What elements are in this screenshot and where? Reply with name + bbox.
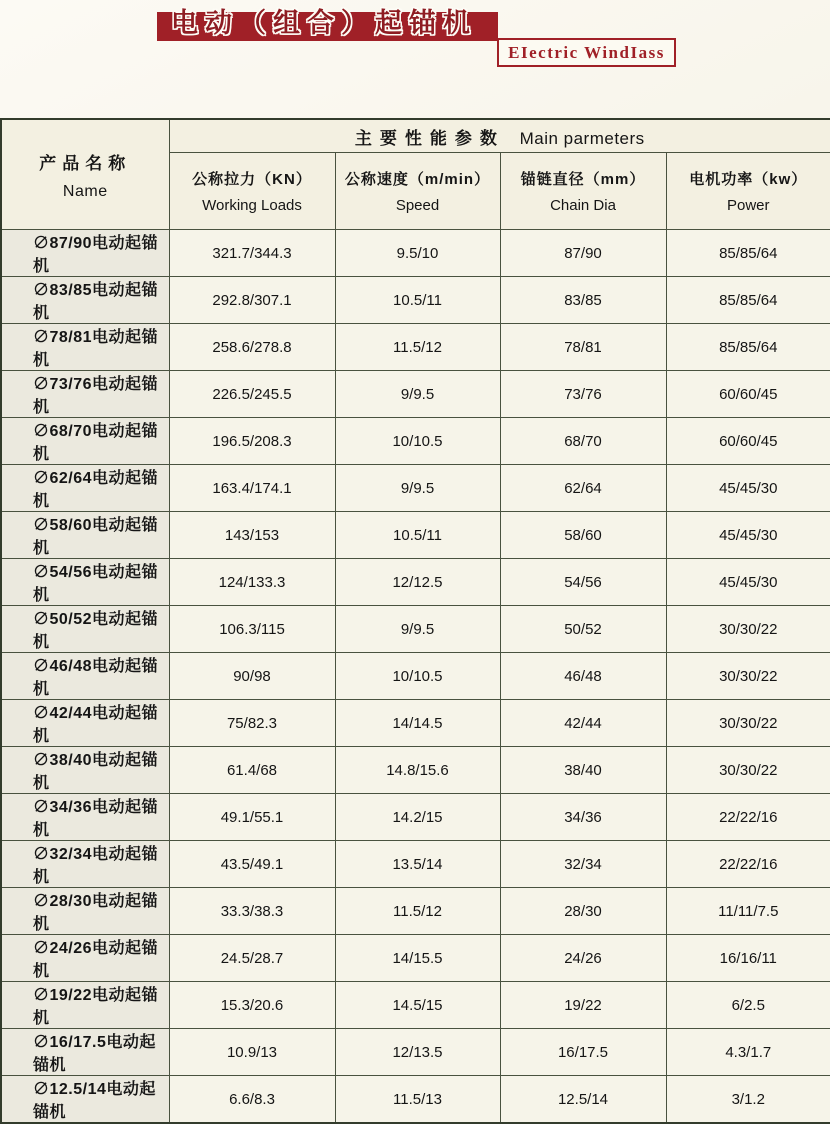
table-row <box>1 324 830 371</box>
speed-cell: 12/13.5 <box>335 1029 500 1076</box>
product-name-cell: ∅50/52电动起锚机 <box>1 606 169 653</box>
chain-dia-cell: 12.5/14 <box>500 1076 666 1124</box>
page-title: 电动（组合）起锚机 <box>171 1 477 40</box>
product-name-cell: ∅54/56电动起锚机 <box>1 559 169 606</box>
speed-cell: 11.5/12 <box>335 324 500 371</box>
chain-dia-cell: 28/30 <box>500 888 666 935</box>
working-loads-cell: 61.4/68 <box>169 747 335 794</box>
chain-dia-cell: 78/81 <box>500 324 666 371</box>
chain-dia-cell: 58/60 <box>500 512 666 559</box>
chain-dia-cell: 87/90 <box>500 230 666 277</box>
column-header-power <box>666 153 830 230</box>
product-name-cell: ∅42/44电动起锚机 <box>1 700 169 747</box>
working-loads-cell: 196.5/208.3 <box>169 418 335 465</box>
column-header-working-loads <box>169 153 335 230</box>
table-row <box>1 700 830 747</box>
product-name-cell: ∅73/76电动起锚机 <box>1 371 169 418</box>
power-header-cn: 电机功率（kw） <box>667 168 830 189</box>
chain-dia-cell: 19/22 <box>500 982 666 1029</box>
speed-cell: 14.2/15 <box>335 794 500 841</box>
table-row <box>1 841 830 888</box>
working-loads-header-en: Working Loads <box>170 197 335 214</box>
product-name-cell: ∅78/81电动起锚机 <box>1 324 169 371</box>
speed-header-cn: 公称速度（m/min） <box>336 168 500 189</box>
speed-cell: 11.5/12 <box>335 888 500 935</box>
table-row <box>1 935 830 982</box>
product-name-header-cn: 产品名称 <box>2 149 169 174</box>
table-row <box>1 277 830 324</box>
power-cell: 45/45/30 <box>666 559 830 606</box>
product-name-cell: ∅19/22电动起锚机 <box>1 982 169 1029</box>
working-loads-cell: 24.5/28.7 <box>169 935 335 982</box>
speed-cell: 9/9.5 <box>335 371 500 418</box>
power-cell: 22/22/16 <box>666 841 830 888</box>
subtitle-text: EIectric WindIass <box>508 43 665 63</box>
speed-header-en: Speed <box>336 197 500 214</box>
chain-dia-cell: 38/40 <box>500 747 666 794</box>
product-name-cell: ∅16/17.5电动起锚机 <box>1 1029 169 1076</box>
chain-dia-cell: 16/17.5 <box>500 1029 666 1076</box>
table-row <box>1 465 830 512</box>
main-parameters-header-cn: 主要性能参数 <box>355 129 505 148</box>
spec-table <box>0 118 830 1124</box>
speed-cell: 10/10.5 <box>335 418 500 465</box>
power-cell: 85/85/64 <box>666 230 830 277</box>
power-cell: 22/22/16 <box>666 794 830 841</box>
product-name-cell: ∅87/90电动起锚机 <box>1 230 169 277</box>
product-name-cell: ∅62/64电动起锚机 <box>1 465 169 512</box>
power-cell: 11/11/7.5 <box>666 888 830 935</box>
working-loads-cell: 143/153 <box>169 512 335 559</box>
table-row <box>1 606 830 653</box>
product-name-cell: ∅68/70电动起锚机 <box>1 418 169 465</box>
product-name-cell: ∅58/60电动起锚机 <box>1 512 169 559</box>
power-cell: 30/30/22 <box>666 700 830 747</box>
table-row <box>1 982 830 1029</box>
chain-dia-cell: 68/70 <box>500 418 666 465</box>
table-body <box>1 230 830 1124</box>
chain-dia-header-cn: 锚链直径（mm） <box>501 168 666 189</box>
working-loads-cell: 33.3/38.3 <box>169 888 335 935</box>
main-parameters-header-en: Main parmeters <box>520 129 645 148</box>
working-loads-cell: 226.5/245.5 <box>169 371 335 418</box>
power-cell: 60/60/45 <box>666 418 830 465</box>
product-name-cell: ∅83/85电动起锚机 <box>1 277 169 324</box>
chain-dia-cell: 62/64 <box>500 465 666 512</box>
working-loads-cell: 124/133.3 <box>169 559 335 606</box>
speed-cell: 11.5/13 <box>335 1076 500 1124</box>
working-loads-cell: 292.8/307.1 <box>169 277 335 324</box>
table-row <box>1 230 830 277</box>
speed-cell: 14/15.5 <box>335 935 500 982</box>
chain-dia-cell: 73/76 <box>500 371 666 418</box>
power-cell: 30/30/22 <box>666 606 830 653</box>
product-name-cell: ∅46/48电动起锚机 <box>1 653 169 700</box>
chain-dia-cell: 83/85 <box>500 277 666 324</box>
speed-cell: 10.5/11 <box>335 277 500 324</box>
power-cell: 16/16/11 <box>666 935 830 982</box>
subtitle-box <box>497 38 676 67</box>
speed-cell: 9/9.5 <box>335 465 500 512</box>
power-cell: 85/85/64 <box>666 277 830 324</box>
table-row <box>1 1076 830 1124</box>
chain-dia-cell: 46/48 <box>500 653 666 700</box>
product-name-cell: ∅12.5/14电动起锚机 <box>1 1076 169 1124</box>
chain-dia-cell: 32/34 <box>500 841 666 888</box>
main-parameters-header <box>169 119 830 153</box>
product-name-cell: ∅28/30电动起锚机 <box>1 888 169 935</box>
column-header-speed <box>335 153 500 230</box>
speed-cell: 10.5/11 <box>335 512 500 559</box>
table-row <box>1 559 830 606</box>
working-loads-cell: 49.1/55.1 <box>169 794 335 841</box>
speed-cell: 12/12.5 <box>335 559 500 606</box>
power-cell: 4.3/1.7 <box>666 1029 830 1076</box>
chain-dia-header-en: Chain Dia <box>501 197 666 214</box>
table-row <box>1 512 830 559</box>
power-cell: 30/30/22 <box>666 653 830 700</box>
table-row <box>1 747 830 794</box>
working-loads-cell: 163.4/174.1 <box>169 465 335 512</box>
chain-dia-cell: 50/52 <box>500 606 666 653</box>
working-loads-cell: 90/98 <box>169 653 335 700</box>
working-loads-cell: 10.9/13 <box>169 1029 335 1076</box>
speed-cell: 14/14.5 <box>335 700 500 747</box>
table-row <box>1 888 830 935</box>
working-loads-cell: 321.7/344.3 <box>169 230 335 277</box>
product-name-header-en: Name <box>2 183 169 201</box>
table-row <box>1 371 830 418</box>
chain-dia-cell: 42/44 <box>500 700 666 747</box>
working-loads-cell: 75/82.3 <box>169 700 335 747</box>
power-cell: 30/30/22 <box>666 747 830 794</box>
power-cell: 85/85/64 <box>666 324 830 371</box>
working-loads-header-cn: 公称拉力（KN） <box>170 168 335 189</box>
table-row <box>1 1029 830 1076</box>
main-header-row <box>1 119 830 153</box>
power-cell: 6/2.5 <box>666 982 830 1029</box>
speed-cell: 9.5/10 <box>335 230 500 277</box>
speed-cell: 10/10.5 <box>335 653 500 700</box>
power-cell: 45/45/30 <box>666 465 830 512</box>
speed-cell: 13.5/14 <box>335 841 500 888</box>
power-cell: 3/1.2 <box>666 1076 830 1124</box>
table-row <box>1 794 830 841</box>
product-name-cell: ∅34/36电动起锚机 <box>1 794 169 841</box>
product-name-cell: ∅38/40电动起锚机 <box>1 747 169 794</box>
product-name-cell: ∅24/26电动起锚机 <box>1 935 169 982</box>
speed-cell: 14.5/15 <box>335 982 500 1029</box>
speed-cell: 14.8/15.6 <box>335 747 500 794</box>
speed-cell: 9/9.5 <box>335 606 500 653</box>
chain-dia-cell: 34/36 <box>500 794 666 841</box>
working-loads-cell: 106.3/115 <box>169 606 335 653</box>
column-header-chain-dia <box>500 153 666 230</box>
chain-dia-cell: 54/56 <box>500 559 666 606</box>
power-cell: 60/60/45 <box>666 371 830 418</box>
product-name-cell: ∅32/34电动起锚机 <box>1 841 169 888</box>
chain-dia-cell: 24/26 <box>500 935 666 982</box>
table-header <box>1 119 830 230</box>
working-loads-cell: 258.6/278.8 <box>169 324 335 371</box>
working-loads-cell: 15.3/20.6 <box>169 982 335 1029</box>
power-cell: 45/45/30 <box>666 512 830 559</box>
table-row <box>1 418 830 465</box>
working-loads-cell: 6.6/8.3 <box>169 1076 335 1124</box>
power-header-en: Power <box>667 197 830 214</box>
table-row <box>1 653 830 700</box>
column-header-product-name <box>1 119 169 230</box>
working-loads-cell: 43.5/49.1 <box>169 841 335 888</box>
